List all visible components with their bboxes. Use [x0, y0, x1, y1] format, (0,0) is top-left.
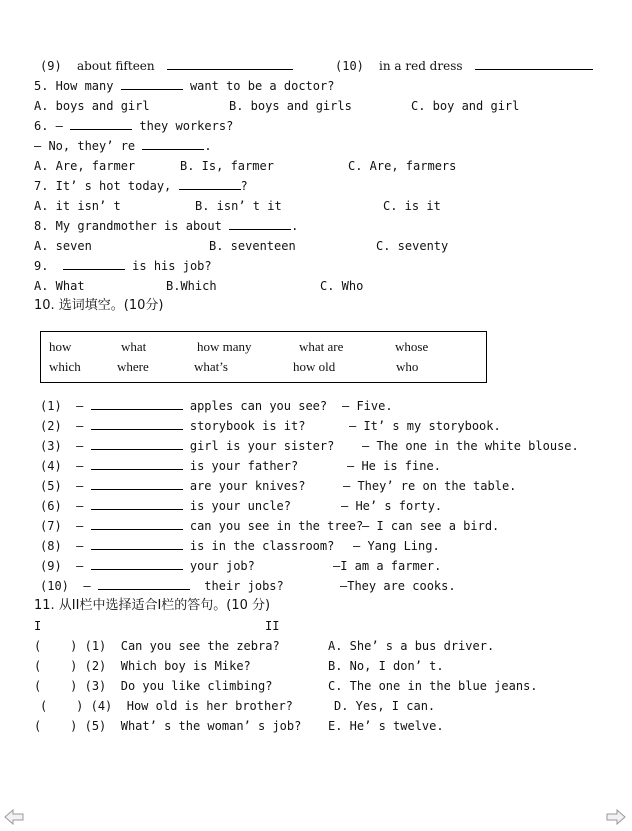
word-bank-box: [40, 331, 487, 383]
answer-paren[interactable]: ( ): [34, 719, 78, 733]
word-bank-word: where: [117, 359, 149, 374]
list-item-answer: – The one in the white blouse.: [362, 439, 579, 453]
q9-option-c: C. Who: [320, 279, 364, 293]
word-bank-word: what’s: [194, 359, 228, 374]
match-row: ( ) (4) How old is her brother?: [40, 699, 293, 713]
word-bank-word: how old: [293, 359, 336, 374]
q9-text: about fifteen: [77, 59, 155, 73]
q8-option-a: A. seven: [34, 239, 92, 253]
answer-blank[interactable]: [91, 418, 183, 430]
answer-blank[interactable]: [91, 498, 183, 510]
q5-option-a: A. boys and girl: [34, 99, 150, 113]
word-bank-word: which: [49, 359, 81, 374]
q7-option-b: B. isn’ t it: [195, 199, 282, 213]
match-row: ( ) (2) Which boy is Mike?: [34, 659, 251, 673]
list-item-answer: – It’ s my storybook.: [349, 419, 501, 433]
answer-paren[interactable]: ( ): [34, 639, 78, 653]
q6-option-c: C. Are, farmers: [348, 159, 457, 173]
q7-stem: 7. It’ s hot today, ?: [34, 179, 248, 193]
match-option: B. No, I don’ t.: [328, 659, 444, 673]
list-item-answer: – They’ re on the table.: [343, 479, 517, 493]
word-bank-word: how many: [197, 339, 252, 354]
list-item: (2) – storybook is it?: [40, 419, 306, 433]
section-11-heading: 11. 从II栏中选择适合I栏的答句。(10 分): [34, 598, 271, 613]
match-option: A. She’ s a bus driver.: [328, 639, 495, 653]
q6-response: – No, they’ re .: [34, 139, 212, 153]
q5-blank[interactable]: [121, 78, 183, 90]
q7-blank[interactable]: [179, 178, 241, 190]
prev-page-button[interactable]: [4, 809, 24, 825]
q6-blank-2[interactable]: [142, 138, 204, 150]
answer-blank[interactable]: [91, 558, 183, 570]
answer-paren[interactable]: ( ): [34, 679, 78, 693]
list-item: (10) – their jobs?: [40, 579, 284, 593]
answer-blank[interactable]: [98, 578, 190, 590]
list-item: (1) – apples can you see?: [40, 399, 328, 413]
list-item-answer: – Five.: [342, 399, 393, 413]
list-item-answer: – Yang Ling.: [353, 539, 440, 553]
word-bank-word: whose: [395, 339, 429, 354]
answer-blank[interactable]: [91, 518, 183, 530]
q10-number: (10): [335, 59, 364, 73]
q8-stem: 8. My grandmother is about .: [34, 219, 299, 233]
list-item: (5) – are your knives?: [40, 479, 306, 493]
q6-option-b: B. Is, farmer: [180, 159, 274, 173]
answer-blank[interactable]: [91, 458, 183, 470]
list-item: (8) – is in the classroom?: [40, 539, 335, 553]
q9-blank[interactable]: [167, 58, 293, 70]
answer-blank[interactable]: [91, 398, 183, 410]
column-i-label: I: [34, 619, 42, 633]
q6-blank-1[interactable]: [70, 118, 132, 130]
section-10-heading: 10. 选词填空。(10分): [34, 298, 164, 313]
match-row: ( ) (3) Do you like climbing?: [34, 679, 273, 693]
q9mc-blank[interactable]: [63, 258, 125, 270]
arrow-left-icon: [4, 809, 24, 825]
list-item-answer: –They are cooks.: [340, 579, 456, 593]
list-item: (9) – your job?: [40, 559, 255, 573]
list-item: (3) – girl is your sister?: [40, 439, 335, 453]
list-item-answer: – I can see a bird.: [362, 519, 500, 533]
q9-option-b: B.Which: [166, 279, 217, 293]
word-bank-word: what: [121, 339, 147, 354]
q5-option-b: B. boys and girls: [229, 99, 352, 113]
word-bank-word: what are: [299, 339, 344, 354]
word-bank-word: who: [396, 359, 419, 374]
match-row: ( ) (1) Can you see the zebra?: [34, 639, 280, 653]
list-item-answer: –I am a farmer.: [333, 559, 442, 573]
arrow-right-icon: [606, 809, 626, 825]
answer-blank[interactable]: [91, 478, 183, 490]
answer-paren[interactable]: ( ): [34, 659, 78, 673]
q8-option-b: B. seventeen: [209, 239, 296, 253]
list-item: (6) – is your uncle?: [40, 499, 291, 513]
match-row: ( ) (5) What’ s the woman’ s job?: [34, 719, 302, 733]
q6-option-a: A. Are, farmer: [34, 159, 136, 173]
q9-number: (9): [40, 59, 62, 73]
q10-text: in a red dress: [379, 59, 463, 73]
q9-stem: 9. is his job?: [34, 259, 212, 273]
q10-blank[interactable]: [475, 58, 593, 70]
q6-stem: 6. – they workers?: [34, 119, 234, 133]
answer-blank[interactable]: [91, 538, 183, 550]
answer-blank[interactable]: [91, 438, 183, 450]
word-bank-word: how: [49, 339, 72, 354]
answer-paren[interactable]: ( ): [40, 699, 84, 713]
column-ii-label: II: [265, 619, 280, 633]
q5-option-c: C. boy and girl: [411, 99, 520, 113]
match-option: D. Yes, I can.: [334, 699, 436, 713]
q8-blank[interactable]: [229, 218, 291, 230]
list-item: (7) – can you see in the tree?: [40, 519, 364, 533]
list-item-answer: – He is fine.: [347, 459, 441, 473]
q7-option-c: C. is it: [383, 199, 441, 213]
next-page-button[interactable]: [606, 809, 626, 825]
list-item: (4) – is your father?: [40, 459, 299, 473]
list-item-answer: – He’ s forty.: [341, 499, 443, 513]
match-option: C. The one in the blue jeans.: [328, 679, 538, 693]
q5-stem: 5. How many want to be a doctor?: [34, 79, 335, 93]
q7-option-a: A. it isn’ t: [34, 199, 121, 213]
q9-option-a: A. What: [34, 279, 85, 293]
match-option: E. He’ s twelve.: [328, 719, 444, 733]
q8-option-c: C. seventy: [376, 239, 449, 253]
